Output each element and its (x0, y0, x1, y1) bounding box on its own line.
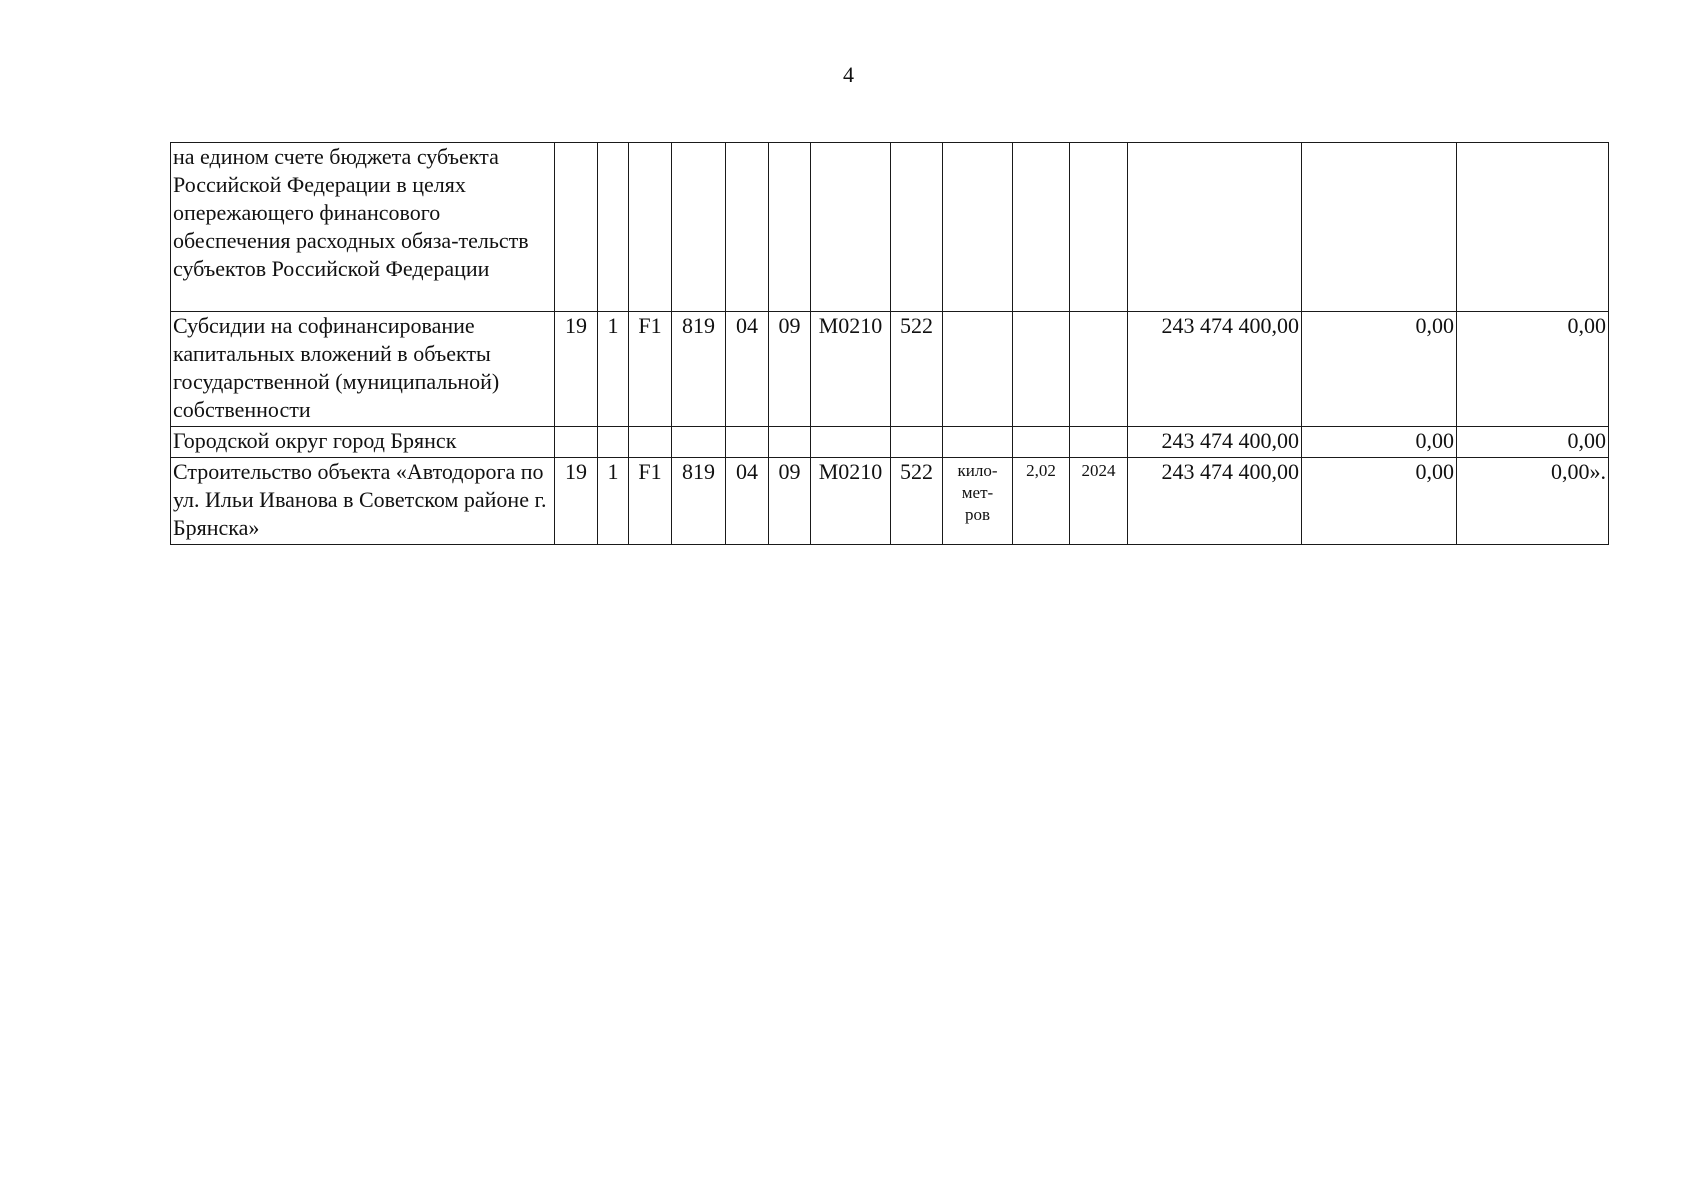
row-name-cell: Городской округ город Брянск (171, 427, 555, 458)
code-cell (769, 427, 811, 458)
code-cell (598, 427, 629, 458)
code-cell (629, 143, 672, 312)
code-cell: F1 (629, 458, 672, 545)
unit-text: ров (964, 505, 991, 524)
sum-cell-1 (1128, 143, 1302, 312)
unit-cell (943, 458, 1013, 545)
sum-cell-3: 0,00». (1457, 458, 1609, 545)
table-row (171, 143, 1609, 312)
code-cell: M0210 (811, 312, 891, 427)
page-number: 4 (843, 62, 854, 87)
budget-table (170, 142, 1609, 545)
unit-text: кило- (957, 461, 998, 480)
code-cell: 522 (891, 458, 943, 545)
code-cell (726, 143, 769, 312)
code-cell (811, 143, 891, 312)
code-cell: M0210 (811, 458, 891, 545)
year-cell (1070, 312, 1128, 427)
unit-cell (943, 143, 1013, 312)
code-cell: 09 (769, 458, 811, 545)
code-cell (672, 143, 726, 312)
code-cell (891, 427, 943, 458)
quantity-cell (1013, 427, 1070, 458)
table-row (171, 458, 1609, 545)
code-cell: 1 (598, 458, 629, 545)
quantity-cell: 2,02 (1013, 458, 1070, 545)
code-cell: 19 (555, 312, 598, 427)
code-cell: 1 (598, 312, 629, 427)
code-cell: 04 (726, 458, 769, 545)
code-cell: 04 (726, 312, 769, 427)
sum-cell-3 (1457, 143, 1609, 312)
sum-cell-2: 0,00 (1302, 312, 1457, 427)
code-cell (629, 427, 672, 458)
code-cell (555, 427, 598, 458)
sum-cell-1: 243 474 400,00 (1128, 458, 1302, 545)
code-cell (672, 427, 726, 458)
sum-cell-1: 243 474 400,00 (1128, 427, 1302, 458)
sum-cell-3: 0,00 (1457, 427, 1609, 458)
year-cell (1070, 143, 1128, 312)
sum-cell-3: 0,00 (1457, 312, 1609, 427)
code-cell: 819 (672, 458, 726, 545)
code-cell: F1 (629, 312, 672, 427)
sum-cell-2: 0,00 (1302, 427, 1457, 458)
code-cell: 819 (672, 312, 726, 427)
code-cell (769, 143, 811, 312)
unit-text: мет- (961, 483, 994, 502)
code-cell (726, 427, 769, 458)
quantity-cell (1013, 143, 1070, 312)
code-cell: 09 (769, 312, 811, 427)
table-row (171, 312, 1609, 427)
row-name-cell: Субсидии на софинансирование капитальных вложений в объекты государственной (муниципальной) собственности (171, 312, 555, 427)
code-cell (811, 427, 891, 458)
table-row (171, 427, 1609, 458)
code-cell: 19 (555, 458, 598, 545)
sum-cell-1: 243 474 400,00 (1128, 312, 1302, 427)
quantity-cell (1013, 312, 1070, 427)
code-cell (598, 143, 629, 312)
row-name-cell: на едином счете бюджета субъекта Российской Федерации в целях опережающего финансового обеспечения расходных обяза-тельств субъектов Российской Федерации (171, 143, 555, 312)
year-cell (1070, 427, 1128, 458)
unit-cell (943, 312, 1013, 427)
code-cell (555, 143, 598, 312)
row-name-cell: Строительство объекта «Автодорога по ул. Ильи Иванова в Советском районе г. Брянска» (171, 458, 555, 545)
unit-cell (943, 427, 1013, 458)
sum-cell-2: 0,00 (1302, 458, 1457, 545)
code-cell (891, 143, 943, 312)
sum-cell-2 (1302, 143, 1457, 312)
code-cell: 522 (891, 312, 943, 427)
year-cell: 2024 (1070, 458, 1128, 545)
